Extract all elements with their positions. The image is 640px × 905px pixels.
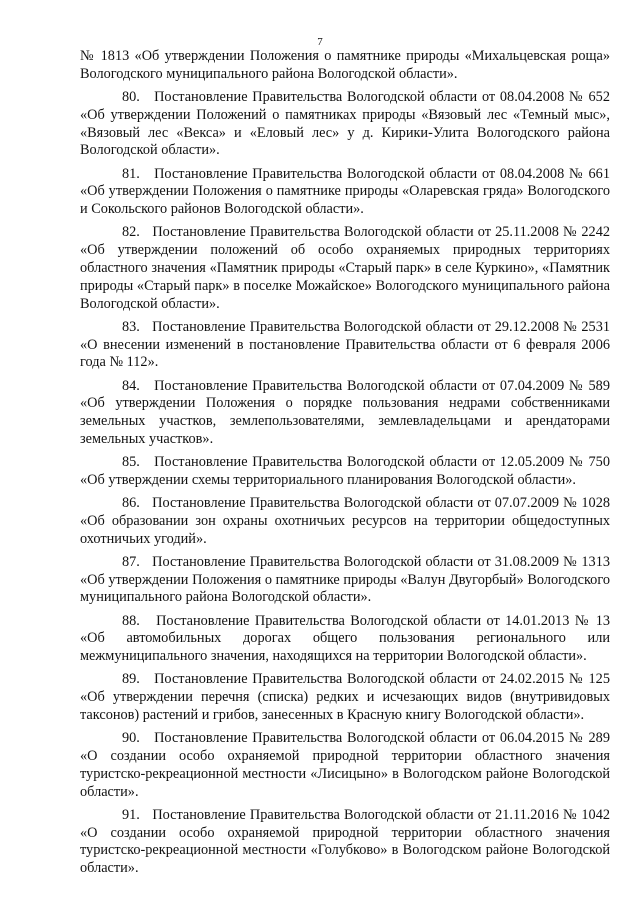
item-text: Постановление Правительства Вологодской области от 07.07.2009 № 1028 «Об образовании зон охраны охотничьих ресурсов на территории общедоступных охотничьих угодий». — [80, 495, 610, 547]
item-text: Постановление Правительства Вологодской области от 14.01.2013 № 13 «Об автомобильных дорогах общего пользования регионального или межмуниципального значения, находящихся на территории Вологодской области». — [80, 612, 610, 665]
list-item — [80, 166, 610, 219]
item-text: Постановление Правительства Вологодской области от 08.04.2008 № 661 «Об утверждении Положения о памятнике природы «Оларевская гряда» Вологодского и Сокольского районов Вологодской области». — [80, 165, 610, 218]
item-number: 87. — [122, 553, 140, 570]
list-item — [80, 613, 610, 666]
list-item — [80, 671, 610, 724]
item-number: 82. — [122, 224, 140, 241]
page-number: 7 — [317, 36, 323, 48]
list-item — [80, 319, 610, 372]
item-number: 84. — [122, 377, 140, 394]
list-item — [80, 730, 610, 801]
list-item — [80, 495, 610, 548]
item-number: 86. — [122, 495, 140, 512]
item-text: Постановление Правительства Вологодской области от 07.04.2009 № 589 «Об утверждении Положения о порядке пользования недрами собственниками земельных участков, землепользователями, землевладельцами и арендаторами земельных участков». — [80, 377, 610, 447]
list-item — [80, 378, 610, 449]
item-number: 89. — [122, 671, 140, 688]
item-number: 90. — [122, 730, 140, 747]
item-text: Постановление Правительства Вологодской области от 12.05.2009 № 750 «Об утверждении схемы территориального планирования Вологодской области». — [80, 454, 610, 488]
item-text: Постановление Правительства Вологодской области от 31.08.2009 № 1313 «Об утверждении Положения о памятнике природы «Валун Двугорбый» Вологодского муниципального района Вологодской области». — [80, 553, 610, 606]
list-item — [80, 454, 610, 490]
list-item — [80, 224, 610, 313]
document-body — [80, 48, 610, 883]
item-text: Постановление Правительства Вологодской области от 06.04.2015 № 289 «О создании особо охраняемой природной территории областного значения туристско-рекреационной местности «Лисицыно» в Вологодском районе Вологодской области». — [80, 730, 610, 800]
list-item — [80, 807, 610, 878]
item-text: Постановление Правительства Вологодской области от 24.02.2015 № 125 «Об утверждении перечня (списка) редких и исчезающих видов (внутривидовых таксонов) растений и грибов, занесенных в Красную книгу Вологодской области». — [80, 671, 610, 723]
item-number: 88. — [122, 612, 140, 629]
list-item — [80, 554, 610, 607]
continued-paragraph: № 1813 «Об утверждении Положения о памятнике природы «Михальцевская роща» Вологодского муниципального района Вологодской области». — [80, 48, 610, 82]
item-text: Постановление Правительства Вологодской области от 25.11.2008 № 2242 «Об утверждении положений об особо охраняемых природных территориях областного значения «Памятник природы «Старый парк» в селе Куркино», «Памятник природы «Старый парк» в поселке Можайское» Вологодского муниципального района Вологодской области». — [80, 224, 610, 312]
item-number: 85. — [122, 454, 140, 471]
item-number: 80. — [122, 88, 140, 105]
item-text: Постановление Правительства Вологодской области от 29.12.2008 № 2531 «О внесении изменений в постановление Правительства области от 6 февраля 2006 года № 112». — [80, 318, 610, 371]
list-item — [80, 89, 610, 160]
list-of-acts — [80, 89, 610, 878]
item-text: Постановление Правительства Вологодской области от 08.04.2008 № 652 «Об утверждении Положений о памятниках природы «Вязовый лес «Темный мыс», «Вязовый лес «Векса» и «Еловый лес» у д. Кирики-Улита Вологодского района Вологодской области». — [80, 88, 610, 159]
item-number: 91. — [122, 806, 140, 823]
item-number: 81. — [122, 165, 140, 182]
item-text: Постановление Правительства Вологодской области от 21.11.2016 № 1042 «О создании особо охраняемой природной территории областного значения туристско-рекреационной местности «Голубково» в Вологодском районе Вологодской области». — [80, 806, 610, 877]
item-number: 83. — [122, 318, 140, 335]
